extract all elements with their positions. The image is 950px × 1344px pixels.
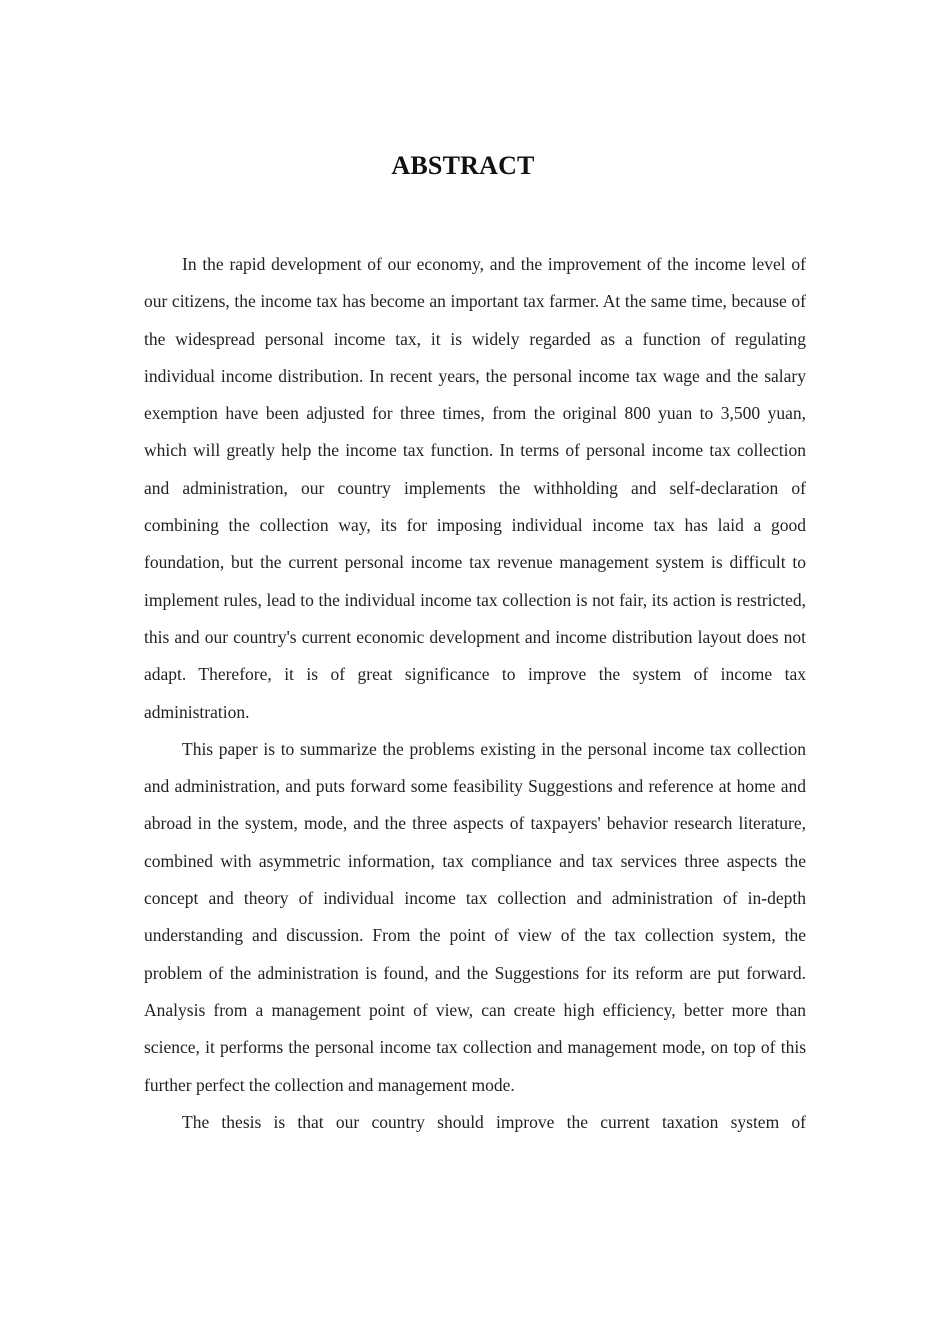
paragraph-2: This paper is to summarize the problems existing in the personal income tax collection and administration, and puts forward some feasibility Suggestions and reference at home and abroad in the system, mode, and the three aspects of taxpayers' behavior research literature, combined with asymmetric information, tax compliance and tax services three aspects the concept and theory of individual income tax collection and administration of in-depth understanding and discussion. From the point of view of the tax collection system, the problem of the administration is found, and the Suggestions for its reform are put forward. Analysis from a management point of view, can create high efficiency, better more than science, it performs the personal income tax collection and management mode, on top of this further perfect the collection and management mode. bbox=[144, 738, 806, 1095]
abstract-heading: ABSTRACT bbox=[391, 151, 535, 181]
paragraph-1: In the rapid development of our economy, and the improvement of the income level of our citizens, the income tax has become an important tax farmer. At the same time, because of the widespread personal income tax, it is widely regarded as a function of regulating individual income distribution. In recent years, the personal income tax wage and the salary exemption have been adjusted for three times, from the original 800 yuan to 3,500 yuan, which will greatly help the income tax function. In terms of personal income tax collection and administration, our country implements the withholding and self-declaration of combining the collection way, its for imposing individual income tax has laid a good foundation, but the current personal income tax revenue management system is difficult to implement rules, lead to the individual income tax collection is not fair, its action is restricted, this and our country's current economic development and income distribution layout does not adapt. Therefore, it is of great significance to improve the system of income tax administration. bbox=[144, 254, 806, 722]
abstract-body bbox=[144, 246, 806, 1141]
paragraph-3: The thesis is that our country should improve the current taxation system of bbox=[182, 1111, 806, 1132]
